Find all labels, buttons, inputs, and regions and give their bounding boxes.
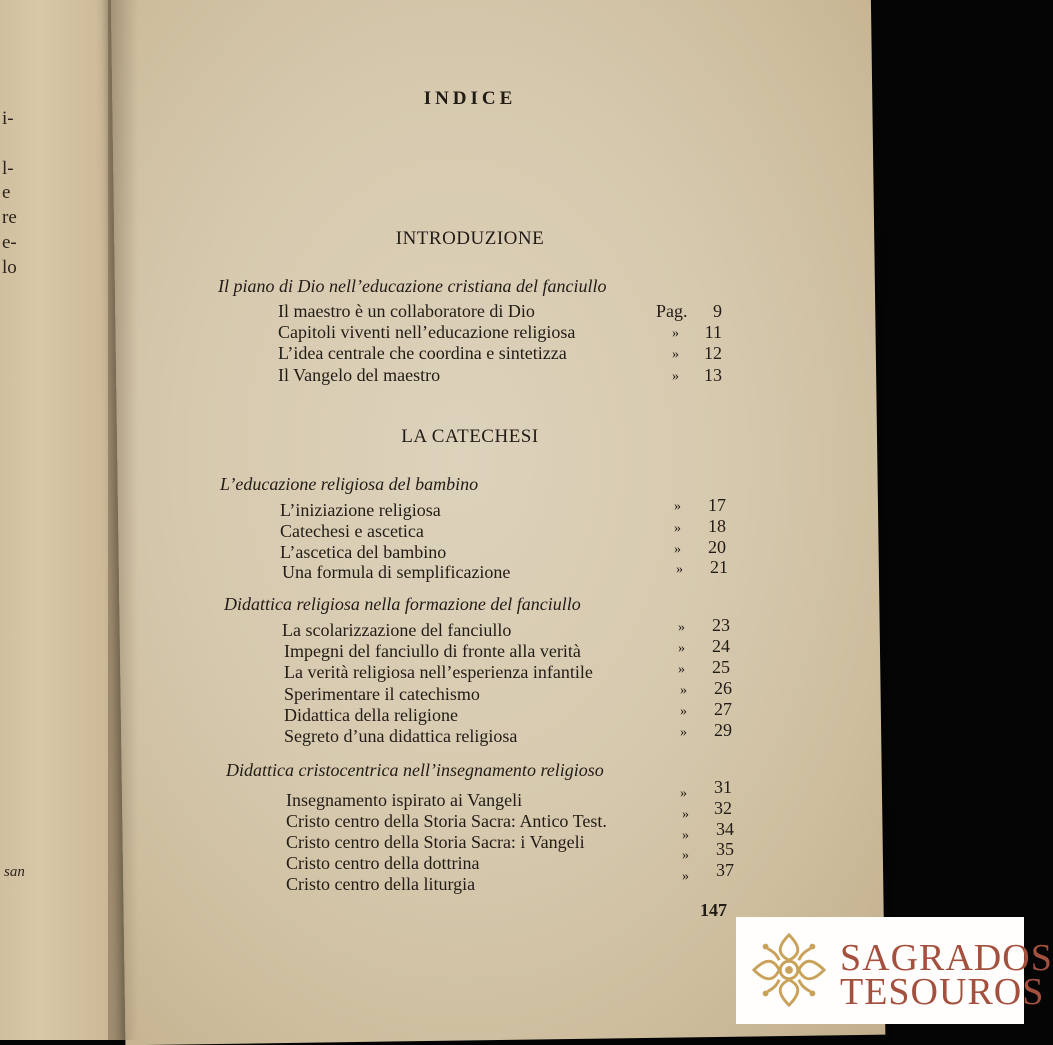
section-heading: LA CATECHESI <box>401 426 539 447</box>
ditto-mark: » <box>674 521 681 536</box>
page-ref: 9 <box>713 301 722 321</box>
page-ref: 12 <box>704 343 722 363</box>
toc-entry: L’idea centrale che coordina e sintetizza <box>278 343 567 363</box>
logo-line-2: TESOUROS <box>840 971 1045 1013</box>
left-fragment: e <box>2 182 11 203</box>
ditto-mark: » <box>678 620 685 635</box>
logo-line-1: SAGRADOS <box>840 937 1053 979</box>
page-ref: 34 <box>716 819 734 839</box>
toc-entry: Il maestro è un collaboratore di Dio <box>278 301 535 321</box>
ditto-mark: » <box>680 704 687 719</box>
toc-entry: Segreto d’una didattica religiosa <box>284 726 518 746</box>
page-ref: 23 <box>712 615 730 635</box>
ditto-mark: » <box>680 786 687 801</box>
left-fragment: i- <box>2 108 14 129</box>
page-ref: 21 <box>710 557 728 577</box>
page-ref: 27 <box>714 699 732 719</box>
toc-entry: La verità religiosa nell’esperienza infantile <box>284 662 593 682</box>
ditto-mark: » <box>676 562 683 577</box>
group-heading: L’educazione religiosa del bambino <box>220 474 479 494</box>
page-ref: 13 <box>704 365 722 385</box>
page-ref: 25 <box>712 657 730 677</box>
left-fragment: lo <box>2 257 17 278</box>
ditto-mark: » <box>680 725 687 740</box>
page-ref: 35 <box>716 839 734 859</box>
ditto-mark: » <box>674 499 681 514</box>
section-heading: INTRODUZIONE <box>395 228 545 249</box>
toc-entry: Cristo centro della liturgia <box>286 874 476 894</box>
page-ref: 26 <box>714 678 732 698</box>
page-ref: 31 <box>714 777 732 797</box>
toc-entry: L’ascetica del bambino <box>280 542 447 562</box>
page-title: INDICE <box>423 88 517 109</box>
ditto-mark: » <box>672 347 679 362</box>
toc-entry: Cristo centro della Storia Sacra: Antico Test. <box>286 811 607 831</box>
page-ref: 20 <box>708 537 726 557</box>
ornament-emblem-icon <box>750 931 828 1009</box>
toc-entry: Impegni del fanciullo di fronte alla verità <box>284 641 581 661</box>
group-heading: Il piano di Dio nell’educazione cristiana del fanciullo <box>218 276 607 296</box>
toc-entry: Una formula di semplificazione <box>282 562 511 582</box>
toc-entry: Cristo centro della Storia Sacra: i Vangeli <box>286 832 585 852</box>
toc-entry: Cristo centro della dottrina <box>286 853 480 873</box>
page-ref: 32 <box>714 798 732 818</box>
page-ref: 17 <box>708 495 726 515</box>
toc-entry: Capitoli viventi nell’educazione religiosa <box>278 322 576 342</box>
toc-entry: Catechesi e ascetica <box>280 521 424 541</box>
toc-entry: Insegnamento ispirato ai Vangeli <box>286 790 523 810</box>
ditto-mark: » <box>680 683 687 698</box>
ditto-mark: » <box>672 369 679 384</box>
toc-entry: Il Vangelo del maestro <box>278 365 441 385</box>
left-fragment: e- <box>2 232 17 253</box>
toc-entry: La scolarizzazione del fanciullo <box>282 620 512 640</box>
toc-entry: Sperimentare il catechismo <box>284 684 480 704</box>
ditto-mark: » <box>678 662 685 677</box>
ditto-mark: » <box>682 848 689 863</box>
page-ref: 11 <box>704 322 722 342</box>
ditto-mark: » <box>682 807 689 822</box>
page-ref: 29 <box>714 720 732 740</box>
page-label: Pag. <box>656 301 688 321</box>
toc-entry: L’iniziazione religiosa <box>280 500 441 520</box>
group-heading: Didattica religiosa nella formazione del fanciullo <box>224 594 581 614</box>
page-ref: 24 <box>712 636 730 656</box>
left-fragment: san <box>4 864 25 880</box>
ditto-mark: » <box>672 326 679 341</box>
ditto-mark: » <box>678 641 685 656</box>
left-fragment: re <box>2 207 17 228</box>
ditto-mark: » <box>682 869 689 884</box>
watermark-logo <box>736 917 1053 1024</box>
page-ref: 18 <box>708 516 726 536</box>
left-fragment: l- <box>2 158 14 179</box>
group-heading: Didattica cristocentrica nell’insegnamento religioso <box>226 760 604 780</box>
ditto-mark: » <box>674 542 681 557</box>
toc-entry: Didattica della religione <box>284 705 458 725</box>
ditto-mark: » <box>682 828 689 843</box>
page-number: 147 <box>700 900 727 920</box>
page-ref: 37 <box>716 860 734 880</box>
